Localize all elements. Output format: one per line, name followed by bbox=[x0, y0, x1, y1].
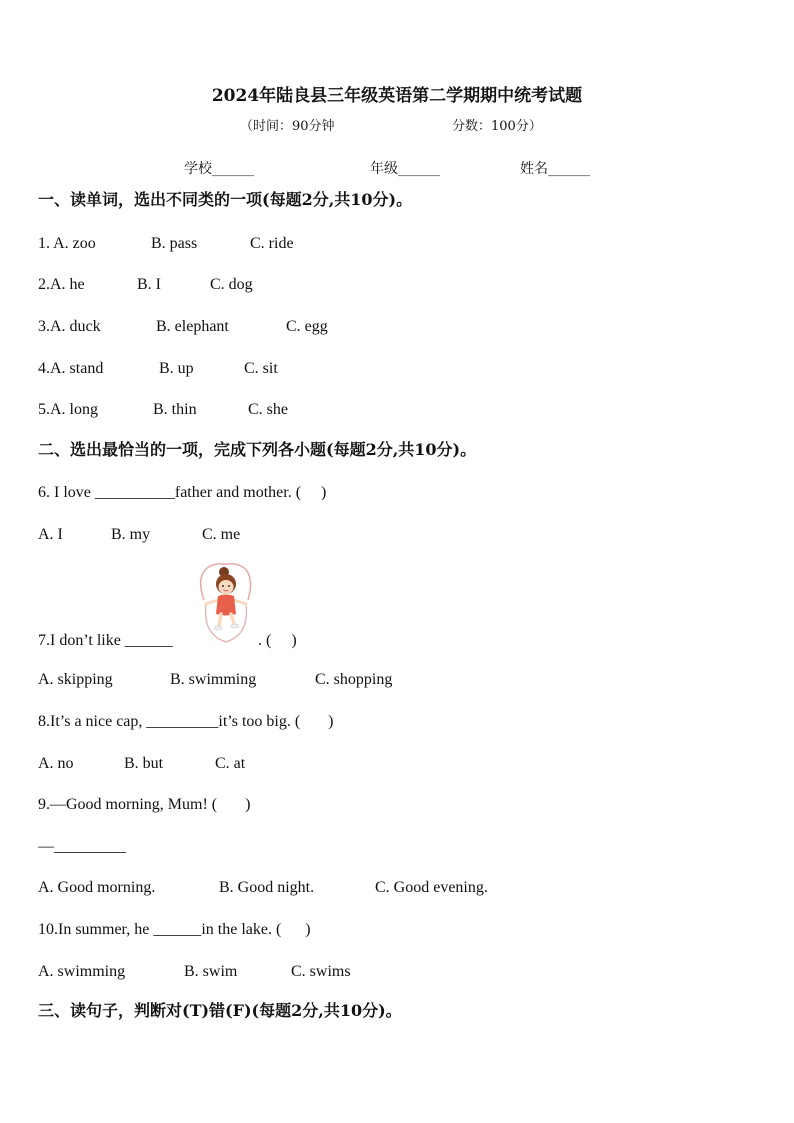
exam-score: 分数：100分） bbox=[452, 119, 542, 134]
question-7-option-c: C. shopping bbox=[315, 671, 393, 688]
question-2-option-b: B. I bbox=[137, 276, 161, 293]
question-9-option-c: C. Good evening. bbox=[375, 879, 488, 896]
question-10: 10.In summer, he ______in the lake. ( ) bbox=[38, 921, 311, 938]
exam-title: 2024年陆良县三年级英语第二学期期中统考试题 bbox=[211, 86, 583, 106]
question-9: 9.—Good morning, Mum! ( ) bbox=[38, 796, 251, 813]
question-5-option-b: B. thin bbox=[153, 401, 197, 418]
question-10-option-a: A. swimming bbox=[38, 963, 126, 980]
question-4-option-c: C. sit bbox=[244, 360, 278, 377]
question-5-option-c: C. she bbox=[248, 401, 288, 418]
question-1: 1. A. zoo bbox=[38, 235, 96, 252]
section2-heading: 二、选出最恰当的一项，完成下列各小题(每题2分,共10分)。 bbox=[38, 440, 477, 459]
question-6-option-c: C. me bbox=[202, 526, 241, 543]
question-8-option-c: C. at bbox=[215, 755, 246, 772]
question-2-option-c: C. dog bbox=[210, 276, 253, 293]
question-4: 4.A. stand bbox=[38, 360, 104, 377]
question-9-option-b: B. Good night. bbox=[219, 879, 315, 896]
question-10-option-b: B. swim bbox=[184, 963, 238, 980]
question-7-option-a: A. skipping bbox=[38, 671, 113, 688]
exam-time: （时间：90分钟 bbox=[240, 119, 335, 134]
question-8-option-a: A. no bbox=[38, 755, 74, 772]
question-4-option-b: B. up bbox=[159, 360, 194, 377]
question-1-option-b: B. pass bbox=[151, 235, 198, 252]
name-field: 姓名______ bbox=[520, 161, 590, 177]
question-5: 5.A. long bbox=[38, 401, 98, 418]
question-9-option-a: A. Good morning. bbox=[38, 879, 156, 896]
question-7: 7.I don’t like ______ bbox=[38, 632, 173, 649]
section3-heading: 三、读句子，判断对(T)错(F)(每题2分,共10分)。 bbox=[38, 1001, 402, 1020]
question-3-option-c: C. egg bbox=[286, 318, 328, 335]
question-6-option-a: A. I bbox=[38, 526, 63, 543]
question-10-option-c: C. swims bbox=[291, 963, 351, 980]
question-6: 6. I love __________father and mother. ( ) bbox=[38, 484, 327, 501]
question-7-option-b: B. swimming bbox=[170, 671, 257, 688]
question-6-option-b: B. my bbox=[111, 526, 151, 543]
question-1-option-c: C. ride bbox=[250, 235, 294, 252]
question-2: 2.A. he bbox=[38, 276, 85, 293]
question-9-answer-line: —_________ bbox=[38, 838, 126, 855]
grade-field: 年级______ bbox=[370, 161, 440, 177]
question-8-option-b: B. but bbox=[124, 755, 164, 772]
question-3: 3.A. duck bbox=[38, 318, 101, 335]
school-field: 学校______ bbox=[184, 161, 254, 177]
section1-heading: 一、读单词，选出不同类的一项(每题2分,共10分)。 bbox=[38, 190, 413, 209]
girl-skipping-rope-image bbox=[194, 562, 258, 646]
question-7-answer-bracket: . ( ) bbox=[258, 632, 297, 649]
question-8: 8.It’s a nice cap, _________it’s too big. ( ) bbox=[38, 713, 334, 730]
question-3-option-b: B. elephant bbox=[156, 318, 229, 335]
